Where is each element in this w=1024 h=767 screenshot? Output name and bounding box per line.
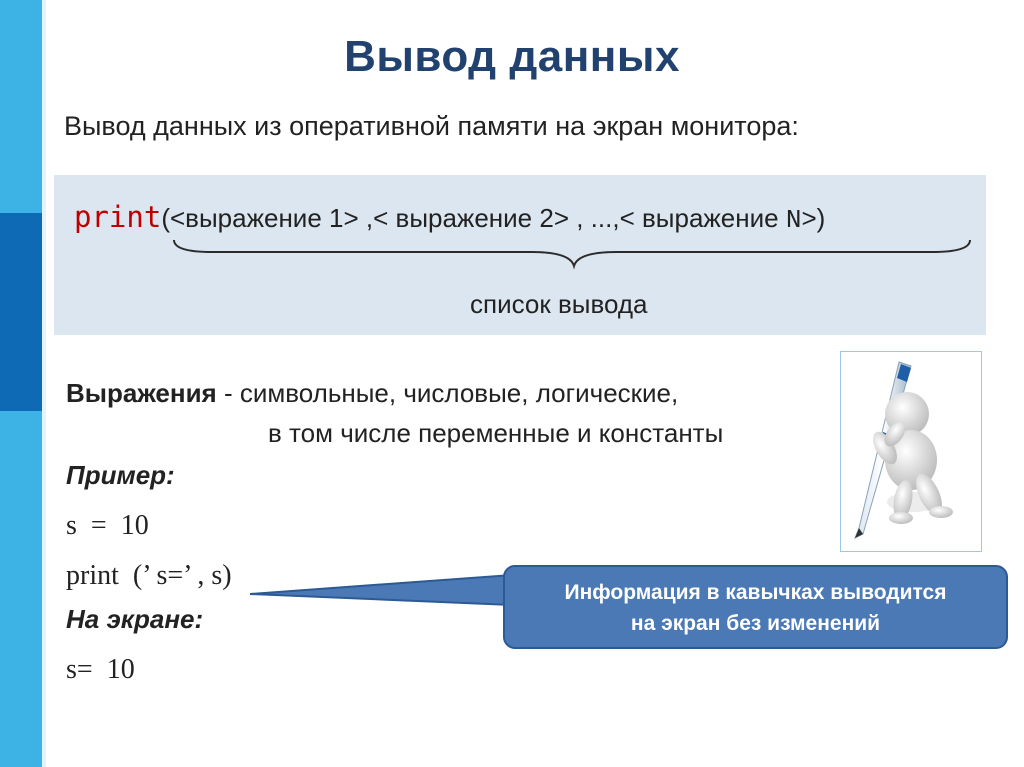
- screen-result: s= 10: [66, 654, 135, 685]
- expressions-label: Выражения: [66, 378, 217, 408]
- code-print-call: print (’ s=’ , s): [66, 560, 232, 591]
- syntax-open-paren: (: [161, 203, 170, 233]
- print-keyword: print: [74, 200, 162, 234]
- syntax-arg-3-n: N: [785, 205, 802, 235]
- callout-note: [503, 565, 1008, 649]
- side-bar-edge: [42, 0, 46, 767]
- expressions-line-1: [66, 378, 678, 409]
- syntax-arg-1: <выражение 1> ,: [169, 203, 374, 233]
- syntax-arg-3-suffix: >): [801, 203, 826, 233]
- callout-line-2: на экран без изменений: [630, 612, 881, 635]
- syntax-arg-3-prefix: < выражение: [619, 203, 786, 233]
- example-label: Пример:: [66, 460, 175, 490]
- expressions-desc-1: - символьные, числовые, логические,: [216, 378, 679, 408]
- figure-with-pen-image: [840, 351, 982, 552]
- expressions-line-2: в том числе переменные и константы: [268, 418, 724, 448]
- syntax-arg-2: < выражение 2> , ...,: [373, 203, 620, 233]
- figure-with-pen-icon: [841, 352, 981, 551]
- screen-label: На экране:: [66, 604, 204, 634]
- callout-line-1: Информация в кавычках выводится: [564, 581, 947, 604]
- output-list-label: список вывода: [470, 289, 648, 319]
- brace-icon: [172, 236, 972, 270]
- intro-text: Вывод данных из оперативной памяти на экран монитора:: [64, 111, 799, 141]
- slide-title: Вывод данных: [344, 32, 680, 81]
- side-bar-dark-segment: [0, 213, 42, 411]
- side-decoration-bar: [0, 0, 42, 767]
- code-assignment: s = 10: [66, 510, 149, 541]
- syntax-line: [74, 200, 825, 235]
